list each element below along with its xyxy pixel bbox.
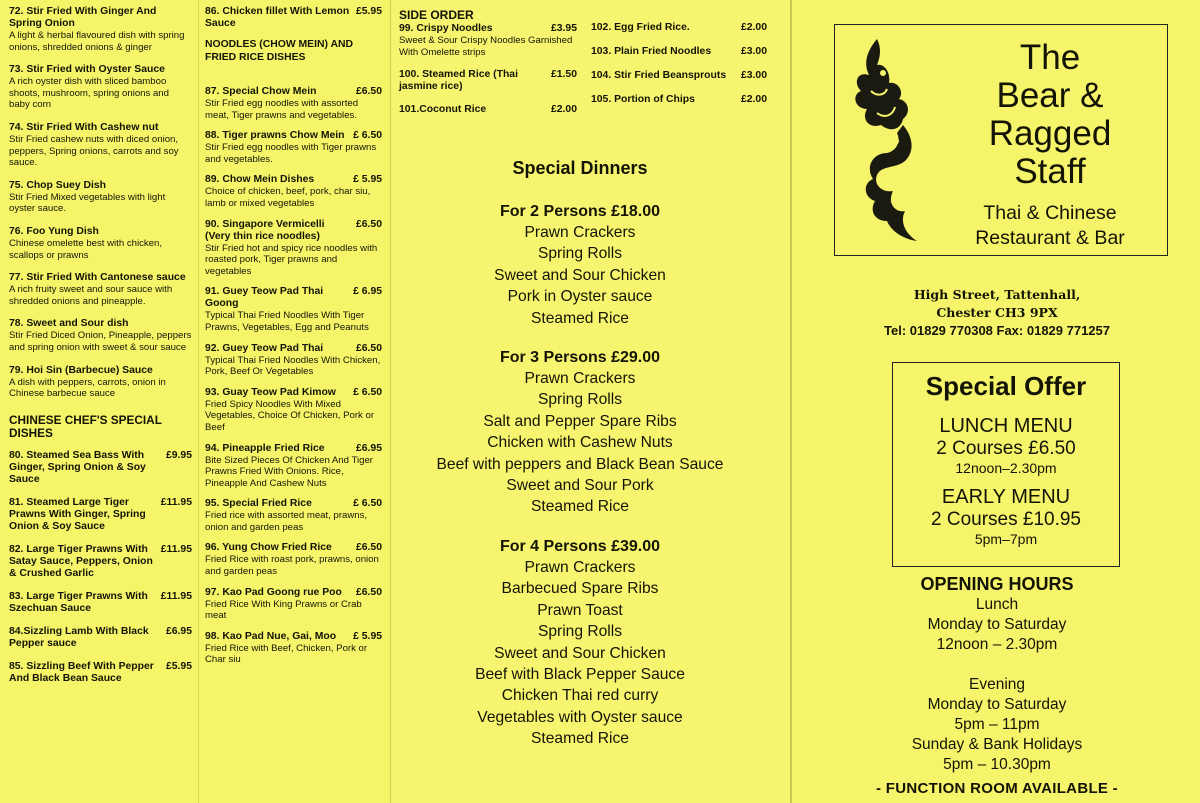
dinner-course: Spring Rolls: [537, 623, 623, 641]
menu-item: [9, 591, 192, 615]
hours-evening-days: Monday to Saturday: [927, 696, 1067, 713]
menu-item-description: Stir Fried egg noodles with Tiger prawns and vegetables.: [205, 142, 377, 165]
menu-item-price: £ 6.50: [353, 498, 382, 510]
menu-item: [205, 219, 382, 278]
menu-item-name: 87. Special Chow Mein: [205, 86, 317, 97]
lunch-menu-price: 2 Courses £6.50: [936, 438, 1076, 459]
menu-item-title-row: [205, 631, 382, 643]
thai-flame-ornament-icon: [847, 33, 921, 247]
dinner-course: Spring Rolls: [537, 391, 623, 409]
menu-item-name: 96. Yung Chow Fried Rice: [205, 542, 332, 554]
menu-item-title-row: [205, 343, 382, 355]
menu-item: [9, 661, 192, 685]
dinner-set-heading: For 2 Persons £18.00: [499, 203, 661, 220]
menu-item-description: Stir Fried Mixed vegetables with light oyster sauce.: [9, 191, 166, 215]
menu-item-name: 81. Steamed Large Tiger Prawns With Ginger, Spring Onion & Soy Sauce: [9, 496, 146, 532]
menu-item: [9, 365, 192, 400]
menu-item-name: 99. Crispy Noodles: [399, 23, 493, 34]
menu-item-name: 97. Kao Pad Goong rue Poo: [205, 586, 342, 598]
menu-item-name: 102. Egg Fried Rice.: [591, 22, 690, 33]
address-line: Chester CH3 9PX: [936, 305, 1058, 320]
menu-item: [591, 94, 767, 106]
menu-item: [9, 626, 192, 650]
menu-item: [399, 69, 577, 93]
dinner-course: Barbecued Spare Ribs: [501, 580, 659, 598]
lunch-menu-time: 12noon–2.30pm: [955, 460, 1057, 476]
menu-item-title-row: [9, 497, 192, 533]
menu-item-title-row: [9, 544, 192, 580]
menu-item-price: £3.95: [550, 23, 577, 34]
dinner-course: Steamed Rice: [531, 730, 629, 748]
hours-title: OPENING HOURS: [920, 574, 1074, 594]
early-menu-time: 5pm–7pm: [974, 531, 1038, 547]
menu-item: [205, 631, 382, 666]
menu-item-description: Fried rice with assorted meat, prawns, onion and garden peas: [205, 510, 368, 533]
menu-item: [399, 104, 577, 116]
hours-lunch-label: Lunch: [975, 596, 1019, 613]
item-list-noodles-rice: [205, 86, 382, 666]
dinner-set: [391, 536, 769, 750]
menu-item: [205, 387, 382, 434]
hours-sunday-label: Sunday & Bank Holidays: [911, 736, 1083, 753]
dinner-course: Sweet and Sour Chicken: [494, 266, 666, 284]
menu-item: [205, 587, 382, 622]
menu-item-description: A light & herbal flavoured dish with spring onions, shredded onions & ginger: [9, 30, 185, 53]
name-line: Ragged: [988, 114, 1112, 153]
item-list-chef-specials: [9, 450, 192, 685]
menu-item-description: A rich oyster dish with sliced bamboo shoots, mushroom, spring onions and baby corn: [9, 76, 169, 111]
dinner-course: Chicken Thai red curry: [501, 687, 659, 705]
section-heading-chef-specials: CHINESE CHEF'S SPECIAL DISHES: [9, 412, 162, 440]
menu-item-title-row: [591, 46, 767, 58]
menu-item: [9, 544, 192, 580]
dinner-course: Spring Rolls: [537, 245, 623, 263]
menu-item-title-row: [205, 387, 382, 399]
restaurant-tagline: [935, 201, 1165, 251]
menu-item-description: Typical Thai Fried Noodles With Tiger Prawns, Vegetables, Egg and Peanuts: [205, 310, 369, 333]
dinner-course: Pork in Oyster sauce: [507, 288, 653, 306]
menu-item-price: £11.95: [160, 543, 192, 555]
menu-item-name: 89. Chow Mein Dishes: [205, 174, 315, 186]
menu-item-description: Sweet & Sour Crispy Noodles Garnished With Omelette strips: [399, 35, 573, 58]
menu-item-name: 78. Sweet and Sour dish: [9, 318, 129, 330]
phone-fax: Tel: 01829 770308 Fax: 01829 771257: [884, 323, 1110, 338]
side-order-right: [591, 22, 767, 118]
hours-lunch-days: Monday to Saturday: [927, 616, 1067, 633]
menu-item-title-row: [591, 22, 767, 34]
menu-item-price: £3.00: [740, 46, 767, 57]
menu-item: [205, 174, 382, 209]
menu-item-title-row: [9, 64, 192, 76]
menu-item-name: 72. Stir Fried With Ginger And Spring Onion: [9, 6, 157, 29]
menu-item-name: 94. Pineapple Fried Rice: [205, 442, 325, 454]
menu-item-price: £6.50: [355, 542, 382, 554]
menu-item-title-row: [399, 69, 577, 93]
menu-item: [205, 542, 382, 577]
menu-item-name: 92. Guey Teow Pad Thai: [205, 342, 324, 354]
menu-item-title-row: [205, 443, 382, 455]
menu-item-name: 79. Hoi Sin (Barbecue) Sauce: [9, 364, 153, 376]
address-block: [792, 286, 1200, 340]
menu-item: [9, 272, 192, 307]
dinner-set: [391, 347, 769, 518]
menu-item-title-row: [9, 626, 192, 650]
menu-item: [9, 450, 192, 486]
menu-item-title-row: [9, 122, 192, 134]
early-menu-price: 2 Courses £10.95: [931, 509, 1081, 530]
lunch-menu-label: LUNCH MENU: [939, 415, 1073, 437]
menu-item-description: Typical Thai Fried Noodles With Chicken, Pork, Beef Or Vegetables: [205, 354, 381, 378]
menu-item-title-row: [9, 272, 192, 284]
menu-item: [591, 46, 767, 58]
menu-item-name: 74. Stir Fried With Cashew nut: [9, 121, 159, 133]
menu-item: [9, 64, 192, 111]
menu-item-title-row: [9, 450, 192, 486]
dinner-course: Prawn Crackers: [524, 558, 636, 576]
menu-item-name: 98. Kao Pad Nue, Gai, Moo: [205, 630, 337, 642]
menu-item-name: 91. Guey Teow Pad Thai Goong: [205, 286, 324, 310]
menu-item-description: Choice of chicken, beef, pork, char siu, lamb or mixed vegetables: [205, 186, 371, 209]
menu-item-name: 76. Foo Yung Dish: [9, 225, 99, 237]
dinner-set: [391, 201, 769, 329]
dinner-course: Steamed Rice: [531, 498, 629, 516]
menu-item-description: Stir Fried cashew nuts with diced onion, peppers, Spring onions, carrots and soy sauce.: [9, 133, 179, 169]
menu-item-title-row: [205, 542, 382, 554]
menu-item: [205, 6, 382, 30]
menu-item: [205, 286, 382, 333]
menu-item-name: 84.Sizzling Lamb With Black Pepper sauce: [9, 625, 149, 649]
menu-item-title-row: [591, 70, 767, 82]
dinner-course: Beef with peppers and Black Bean Sauce: [436, 455, 724, 473]
menu-column-1: [0, 0, 198, 803]
menu-item-title-row: [205, 174, 382, 186]
menu-item-price: £2.00: [740, 94, 767, 105]
menu-item-price: £2.00: [550, 104, 577, 116]
name-line: Bear &: [996, 76, 1104, 115]
hours-lunch-time: 12noon – 2.30pm: [936, 636, 1058, 653]
dinner-course: Steamed Rice: [531, 309, 629, 327]
menu-item-description: Bite Sized Pieces Of Chicken And Tiger Prawns Fried With Onions. Rice, Pineapple And Cashew Nuts: [205, 454, 373, 489]
menu-item-title-row: [205, 86, 382, 98]
menu-item-title-row: [9, 365, 192, 377]
menu-item: [9, 180, 192, 215]
side-order-heading: SIDE ORDER: [399, 8, 474, 22]
menu-item-name: 101.Coconut Rice: [399, 104, 487, 116]
menu-item-title-row: [399, 23, 577, 35]
menu-item-price: £ 6.50: [353, 386, 382, 398]
dinner-course: Chicken with Cashew Nuts: [487, 434, 673, 452]
menu-item-price: £11.95: [160, 590, 192, 602]
menu-column-2: [198, 0, 388, 803]
dinner-course: Prawn Crackers: [524, 224, 636, 241]
tagline-line: Thai & Chinese: [983, 202, 1117, 224]
menu-item-price: £9.95: [165, 449, 192, 461]
menu-item-price: £11.95: [160, 496, 192, 508]
menu-item-description: A rich fruity sweet and sour sauce with shredded onions and pineapple.: [9, 284, 173, 307]
menu-item-title-row: [9, 180, 192, 192]
menu-item-name: 95. Special Fried Rice: [205, 498, 312, 510]
menu-item-price: £2.00: [740, 22, 767, 33]
menu-item-title-row: [205, 498, 382, 510]
dinner-course: Prawn Crackers: [524, 370, 636, 388]
menu-column-3: [390, 0, 788, 803]
dinner-set-heading: For 4 Persons £39.00: [499, 537, 661, 555]
menu-item-title-row: [205, 219, 382, 243]
menu-item-name: 73. Stir Fried with Oyster Sauce: [9, 64, 165, 76]
special-dinners: [391, 158, 769, 768]
tagline-line: Restaurant & Bar: [975, 227, 1125, 249]
menu-item-price: £ 5.95: [353, 174, 382, 186]
menu-item: [9, 6, 192, 53]
menu-item-description: Chinese omelette best with chicken, scallops or prawns: [9, 237, 163, 261]
menu-item-price: £6.95: [355, 442, 382, 454]
menu-item-price: £3.00: [740, 70, 767, 81]
menu-item-title-row: [9, 661, 192, 685]
menu-item-price: £ 6.95: [353, 286, 382, 298]
side-order-left: [399, 8, 577, 127]
menu-item-price: £5.95: [165, 660, 192, 672]
menu-item-price: £6.50: [355, 342, 382, 354]
menu-item-title-row: [399, 104, 577, 116]
menu-item-name: 75. Chop Suey Dish: [9, 179, 107, 191]
name-line: The: [1019, 38, 1081, 77]
menu-item-description: Stir Fried egg noodles with assorted meat, Tiger prawns and vegetables.: [205, 98, 359, 121]
menu-item-title-row: [9, 591, 192, 615]
function-room-banner: - FUNCTION ROOM AVAILABLE -: [876, 780, 1118, 797]
menu-item-description: Fried Rice with roast pork, prawns, onion and garden peas: [205, 554, 379, 578]
menu-item-name: 93. Guay Teow Pad Kimow: [205, 386, 336, 398]
cover-panel: [790, 0, 1200, 803]
menu-item: [205, 443, 382, 490]
menu-item-title-row: [205, 130, 382, 142]
dinner-set-heading: For 3 Persons £29.00: [499, 349, 661, 367]
menu-item: [9, 226, 192, 261]
menu-item-title-row: [591, 94, 767, 106]
menu-item-description: Fried Rice with Beef, Chicken, Pork or Char siu: [205, 642, 368, 666]
dinner-course: Sweet and Sour Chicken: [494, 644, 666, 662]
offer-title: Special Offer: [925, 371, 1087, 401]
item-list-chicken: [205, 6, 382, 30]
menu-item-price: £5.95: [355, 6, 382, 17]
menu-item: [205, 343, 382, 378]
menu-item-name: 105. Portion of Chips: [591, 94, 695, 105]
logo-box: [834, 24, 1168, 256]
menu-item-name: 100. Steamed Rice (Thai jasmine rice): [399, 69, 518, 93]
menu-item: [591, 22, 767, 34]
menu-item-name: 82. Large Tiger Prawns With Satay Sauce, Peppers, Onion & Crushed Garlic: [9, 543, 153, 579]
menu-item-title-row: [9, 226, 192, 238]
address-line: High Street, Tattenhall,: [913, 287, 1081, 302]
hours-evening-time: 5pm – 11pm: [954, 716, 1040, 733]
menu-item-name: 90. Singapore Vermicelli (Very thin rice noodles): [205, 218, 325, 242]
menu-item-name: 77. Stir Fried With Cantonese sauce: [9, 272, 186, 284]
menu-item-title-row: [9, 6, 192, 30]
menu-item: [591, 70, 767, 82]
dinner-course: Vegetables with Oyster sauce: [477, 708, 683, 726]
early-menu-label: EARLY MENU: [941, 486, 1071, 508]
menu-item-title-row: [205, 6, 382, 30]
menu-item: [399, 23, 577, 58]
menu-item: [205, 130, 382, 165]
menu-item: [205, 86, 382, 121]
menu-item-description: Stir Fried Diced Onion, Pineapple, peppers and spring onion with sweet & sour sauce: [9, 330, 192, 353]
dinner-course: Salt and Pepper Spare Ribs: [483, 412, 677, 430]
menu-item: [9, 122, 192, 169]
menu-item-price: £1.50: [550, 69, 577, 81]
hours-sunday-time: 5pm – 10.30pm: [943, 756, 1051, 773]
menu-item: [205, 498, 382, 533]
menu-item-description: Stir Fried hot and spicy rice noodles with roasted pork, Tiger prawns and vegetables: [205, 242, 378, 277]
menu-item-name: 83. Large Tiger Prawns With Szechuan Sauce: [9, 590, 148, 614]
menu-item-description: Fried Rice With King Prawns or Crab meat: [205, 598, 362, 622]
special-dinners-title: Special Dinners: [512, 158, 648, 178]
menu-item-price: £ 6.50: [353, 130, 382, 142]
special-offer-box: [892, 362, 1120, 567]
menu-item-title-row: [9, 318, 192, 330]
menu-item-name: 88. Tiger prawns Chow Mein: [205, 130, 345, 142]
dinner-course: Beef with Black Pepper Sauce: [475, 665, 685, 683]
menu-item-description: A dish with peppers, carrots, onion in Chinese barbecue sauce: [9, 376, 166, 400]
menu-item-title-row: [205, 286, 382, 310]
menu-item: [9, 318, 192, 353]
menu-item-price: £6.50: [355, 86, 382, 97]
menu-item-name: 86. Chicken fillet With Lemon Sauce: [205, 6, 350, 29]
menu-item-price: £6.95: [165, 625, 192, 637]
dinner-course: Sweet and Sour Pork: [506, 477, 654, 495]
menu-item-name: 103. Plain Fried Noodles: [591, 46, 712, 57]
menu-item-price: £ 5.95: [353, 630, 382, 642]
menu-item-name: 80. Steamed Sea Bass With Ginger, Spring Onion & Soy Sauce: [9, 449, 146, 485]
menu-item-name: 104. Stir Fried Beansprouts: [591, 70, 727, 81]
menu-item-price: £6.50: [355, 586, 382, 598]
name-line: Staff: [1014, 152, 1086, 191]
item-list-chinese: [9, 6, 192, 400]
hours-evening-label: Evening: [968, 676, 1025, 693]
dinner-course: Prawn Toast: [537, 601, 623, 619]
menu-item-price: £6.50: [355, 218, 382, 230]
restaurant-name: [935, 39, 1165, 191]
opening-hours: [792, 573, 1200, 775]
menu-item-description: Fried Spicy Noodles With Mixed Vegetables, Choice Of Chicken, Pork or Beef: [205, 398, 375, 433]
section-heading-noodles-rice: NOODLES (CHOW MEIN) AND FRIED RICE DISHES: [205, 39, 353, 63]
menu-item: [9, 497, 192, 533]
menu-item-name: 85. Sizzling Beef With Pepper And Black Bean Sauce: [9, 660, 154, 684]
menu-item-title-row: [205, 587, 382, 599]
